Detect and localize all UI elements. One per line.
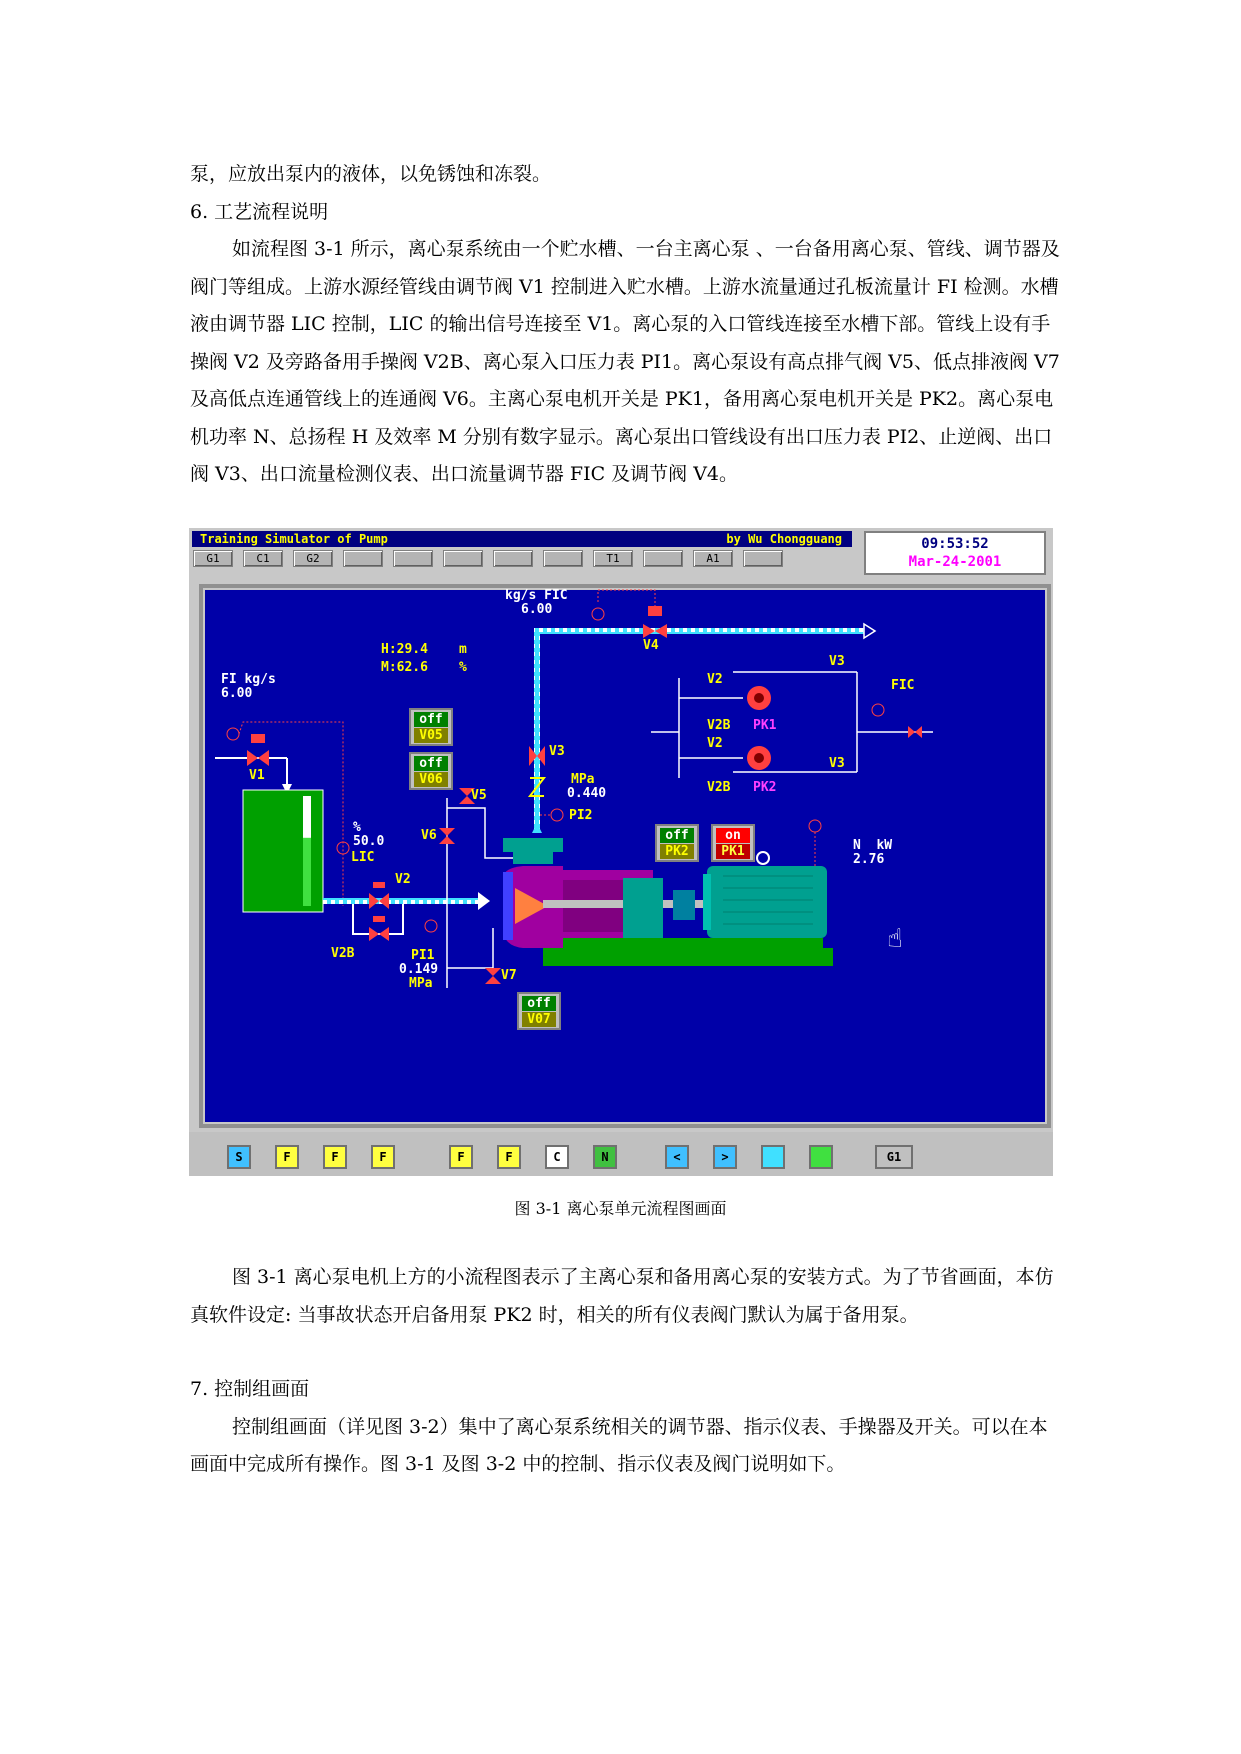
pi2-instrument-icon [551, 809, 563, 821]
pi2-value: 0.440 [567, 786, 607, 801]
switch-pk1[interactable]: on PK1 [711, 824, 755, 862]
toolbar-button-0[interactable]: G1 [193, 550, 233, 567]
figure-caption: 图 3-1 离心泵单元流程图画面 [514, 1199, 727, 1218]
mini-v2-label-2: V2 [707, 736, 723, 751]
bottom-button-5[interactable]: F [497, 1145, 521, 1169]
v2-label: V2 [395, 872, 411, 887]
lic-value: 50.0 [353, 834, 385, 849]
tank-level-fill [303, 838, 311, 906]
section-6-heading: 6. 工艺流程说明 [190, 200, 329, 223]
switch-pk2[interactable]: off PK2 [655, 824, 699, 862]
bottom-button-1[interactable]: F [275, 1145, 299, 1169]
toolbar-button-5[interactable] [443, 550, 483, 567]
bottom-button-11[interactable] [809, 1145, 833, 1169]
efficiency-value: M:62.6 [381, 660, 428, 675]
switch-v07[interactable]: off V07 [517, 992, 561, 1030]
outlet-arrow-icon [864, 624, 875, 638]
text-block-bottom [190, 1259, 1062, 1484]
section-7-body: 控制组画面（详见图 3-2）集中了离心泵系统相关的调节器、指示仪表、手操器及开关。可以在本画面中完成所有操作。图 3-1 及图 3-2 中的控制、指示仪表及阀门说明如下。 [190, 1415, 1048, 1475]
outlet-pipe-vertical [534, 628, 540, 833]
efficiency-unit: % [459, 660, 467, 675]
clock-time: 09:53:52 [921, 536, 989, 552]
bottom-button-12[interactable]: G1 [875, 1145, 913, 1169]
head-unit: m [459, 642, 467, 657]
fi-instrument-icon [227, 728, 239, 740]
paragraph-line1: 泵，应放出泵内的液体，以免锈蚀和冻裂。 [190, 163, 552, 185]
text-block-top [190, 156, 1062, 494]
power-value: 2.76 [853, 852, 885, 867]
v2b-label: V2B [331, 946, 355, 961]
clock-display [864, 531, 1046, 575]
section-6-body: 如流程图 3-1 所示，离心泵系统由一个贮水槽、一台主离心泵 、一台备用离心泵、管线、调节器及阀门等组成。上游水源经管线由调节阀 V1 控制进入贮水槽。上游水流量通过孔板流量计 FI 检测。水槽液由调节器 LIC 控制，LIC 的输出信号连接至 V1。离心泵的入口管线连接至水槽下部。管线上设有手操阀 V2 及旁路备用手操阀 V2B、离心泵入口压力表 PI1。离心泵设有高点排气阀 V5、低点排液阀 V7 及高低点连通管线上的连通阀 V6。主离心泵电机开关是 PK1，备用离心泵电机开关是 PK2。离心泵电机功率 N、总扬程 H 及效率 M 分别有数字显示。离心泵出口管线设有出口压力表 PI2、止逆阀、出口阀 V3、出口流量检测仪表、出口流量调节器 FIC 及调节阀 V4。 [190, 238, 1060, 485]
power-instrument-icon [809, 820, 821, 832]
lic-label: LIC [351, 850, 375, 865]
fi-label: FI kg/s [221, 672, 276, 687]
toolbar-button-9[interactable] [643, 550, 683, 567]
simulator-title: Training Simulator of Pump [200, 532, 388, 546]
v2b-valve-icon [369, 916, 389, 941]
power-label: N kW [853, 838, 893, 853]
pi2-label: PI2 [569, 808, 593, 823]
toolbar-button-3[interactable] [343, 550, 383, 567]
switch-v05[interactable]: off V05 [409, 708, 453, 746]
mini-pump-pk1-icon [747, 686, 771, 710]
paragraph-after-figure: 图 3-1 离心泵电机上方的小流程图表示了主离心泵和备用离心泵的安装方式。为了节省画面，本仿真软件设定: 当事故状态开启备用泵 PK2 时，相关的所有仪表阀门默认为属于备用泵。 [190, 1266, 1054, 1326]
v7-label: V7 [501, 968, 517, 983]
fic-value: 6.00 [521, 602, 553, 617]
bottom-button-bar [189, 1132, 1053, 1176]
toolbar-button-11[interactable] [743, 550, 783, 567]
pi1-label: PI1 [411, 948, 435, 963]
toolbar-button-7[interactable] [543, 550, 583, 567]
simulator-title-bar [192, 531, 852, 547]
mini-v2b-label-2: V2B [707, 780, 731, 795]
toolbar-button-6[interactable] [493, 550, 533, 567]
fic-unit-tag: kg/s FIC [505, 588, 568, 603]
fic-instrument-icon [592, 608, 604, 620]
v5-label: V5 [471, 788, 487, 803]
mini-v2b-label: V2B [707, 718, 731, 733]
clock-date: Mar-24-2001 [908, 554, 1002, 570]
head-value: H:29.4 [381, 642, 428, 657]
suction-pipe [323, 898, 485, 904]
fi-value: 6.00 [221, 686, 253, 701]
bottom-button-0[interactable]: S [227, 1145, 251, 1169]
mini-fic-label: FIC [891, 678, 915, 693]
v7-valve-icon [485, 968, 501, 984]
pi2-unit: MPa [571, 772, 595, 787]
mini-pk1-label: PK1 [753, 718, 777, 733]
toolbar-button-8[interactable]: T1 [593, 550, 633, 567]
bottom-button-6[interactable]: C [545, 1145, 569, 1169]
mini-fic-icon [872, 704, 884, 716]
v6-valve-icon [439, 828, 455, 844]
bottom-button-9[interactable]: > [713, 1145, 737, 1169]
pi1-instrument-icon [425, 920, 437, 932]
process-flow-panel [199, 584, 1051, 1128]
v1-label: V1 [249, 768, 265, 783]
bottom-button-3[interactable]: F [371, 1145, 395, 1169]
mini-v2-label: V2 [707, 672, 723, 687]
process-flow-diagram [203, 588, 1039, 1116]
hand-cursor-icon: ☝ [887, 924, 903, 954]
lic-unit: % [353, 820, 361, 835]
bottom-button-8[interactable]: < [665, 1145, 689, 1169]
bottom-button-10[interactable] [761, 1145, 785, 1169]
mini-v3-label-top: V3 [829, 654, 845, 669]
toolbar-button-10[interactable]: A1 [693, 550, 733, 567]
bottom-button-7[interactable]: N [593, 1145, 617, 1169]
mini-v3-label-bottom: V3 [829, 756, 845, 771]
toolbar-button-2[interactable]: G2 [293, 550, 333, 567]
toolbar-button-1[interactable]: C1 [243, 550, 283, 567]
pi1-unit: MPa [409, 976, 433, 991]
pump-simulator-screenshot [189, 528, 1053, 1176]
pump-outlet-arrow-icon [532, 823, 542, 833]
fic-signal-line [598, 590, 655, 606]
motor-drawing [703, 852, 827, 938]
mini-pk2-label: PK2 [753, 780, 777, 795]
v6-label: V6 [421, 828, 437, 843]
simulator-author: by Wu Chongguang [726, 532, 842, 546]
v1-valve-icon [247, 734, 269, 766]
bottom-button-2[interactable]: F [323, 1145, 347, 1169]
pi1-value: 0.149 [399, 962, 439, 977]
bottom-button-4[interactable]: F [449, 1145, 473, 1169]
v2-valve-icon [369, 882, 389, 909]
section-7-heading: 7. 控制组画面 [190, 1378, 310, 1400]
switch-v06[interactable]: off V06 [409, 752, 453, 790]
mini-pump-pk2-icon [747, 746, 771, 770]
v3-outlet-label: V3 [549, 744, 565, 759]
v4-label: V4 [643, 638, 659, 653]
lic-instrument-icon [337, 842, 349, 854]
outlet-pipe-horizontal [534, 628, 864, 634]
toolbar-button-4[interactable] [393, 550, 433, 567]
